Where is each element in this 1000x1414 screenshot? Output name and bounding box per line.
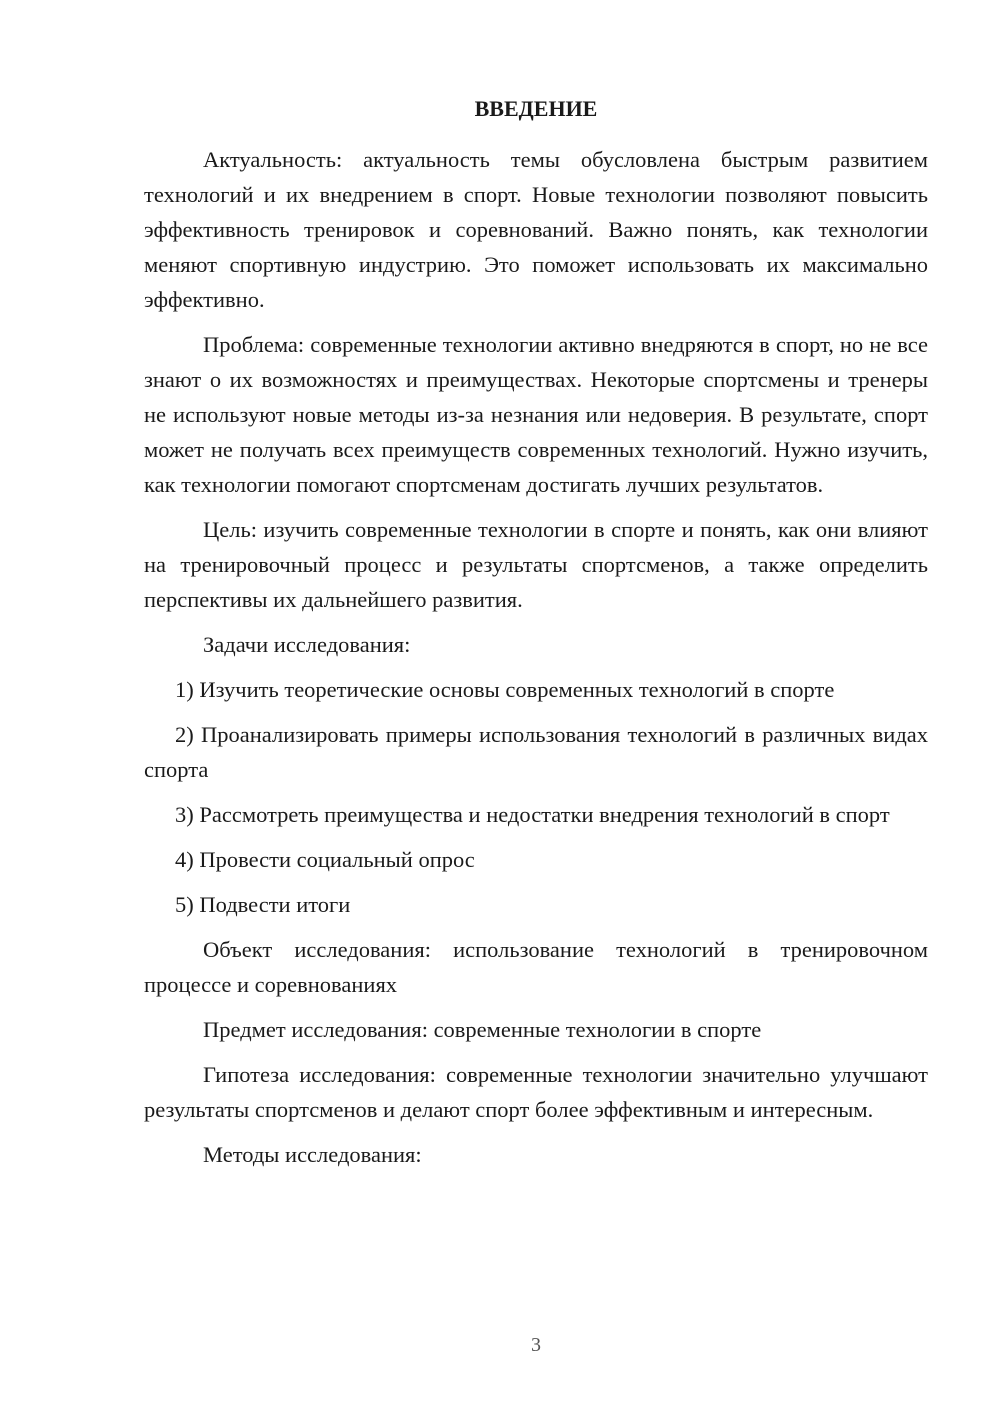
paragraph-relevance: Актуальность: актуальность темы обусловлена быстрым развитием технологий и их внедрением в спорт. Новые технологии позволяют повысить эффективность тренировок и соревнований. Важно понять, как технологии меняют спортивную индустрию. Это поможет использовать их максимально эффективно. <box>144 147 928 312</box>
paragraph-problem: Проблема: современные технологии активно внедряются в спорт, но не все знают о их возможностях и преимуществах. Некоторые спортсмены и тренеры не используют новые методы из-за незнания или недоверия. В результате, спорт может не получать всех преимуществ современных технологий. Нужно изучить, как технологии помогают спортсменам достигать лучших результатов. <box>144 332 928 497</box>
paragraph-subject: Предмет исследования: современные технологии в спорте <box>203 1017 762 1042</box>
paragraph-object: Объект исследования: использование технологий в тренировочном процессе и соревнованиях <box>144 937 928 997</box>
paragraph-methods: Методы исследования: <box>203 1142 422 1167</box>
task-item-4: 4) Провести социальный опрос <box>175 847 475 872</box>
paragraph-goal: Цель: изучить современные технологии в спорте и понять, как они влияют на тренировочный процесс и результаты спортсменов, а также определить перспективы их дальнейшего развития. <box>144 517 928 612</box>
document-page <box>144 92 928 1182</box>
paragraph-tasks-heading: Задачи исследования: <box>203 632 411 657</box>
task-item-5: 5) Подвести итоги <box>175 892 351 917</box>
task-item-1: 1) Изучить теоретические основы современных технологий в спорте <box>175 677 835 702</box>
paragraph-hypothesis: Гипотеза исследования: современные технологии значительно улучшают результаты спортсменов и делают спорт более эффективным и интересным. <box>144 1062 928 1122</box>
section-title-text: ВВЕДЕНИЕ <box>474 96 598 121</box>
task-item-3: 3) Рассмотреть преимущества и недостатки внедрения технологий в спорт <box>175 802 890 827</box>
task-item-2: 2) Проанализировать примеры использования технологий в различных видах спорта <box>144 722 928 782</box>
page-number: 3 <box>531 1334 541 1356</box>
section-title <box>144 92 928 126</box>
